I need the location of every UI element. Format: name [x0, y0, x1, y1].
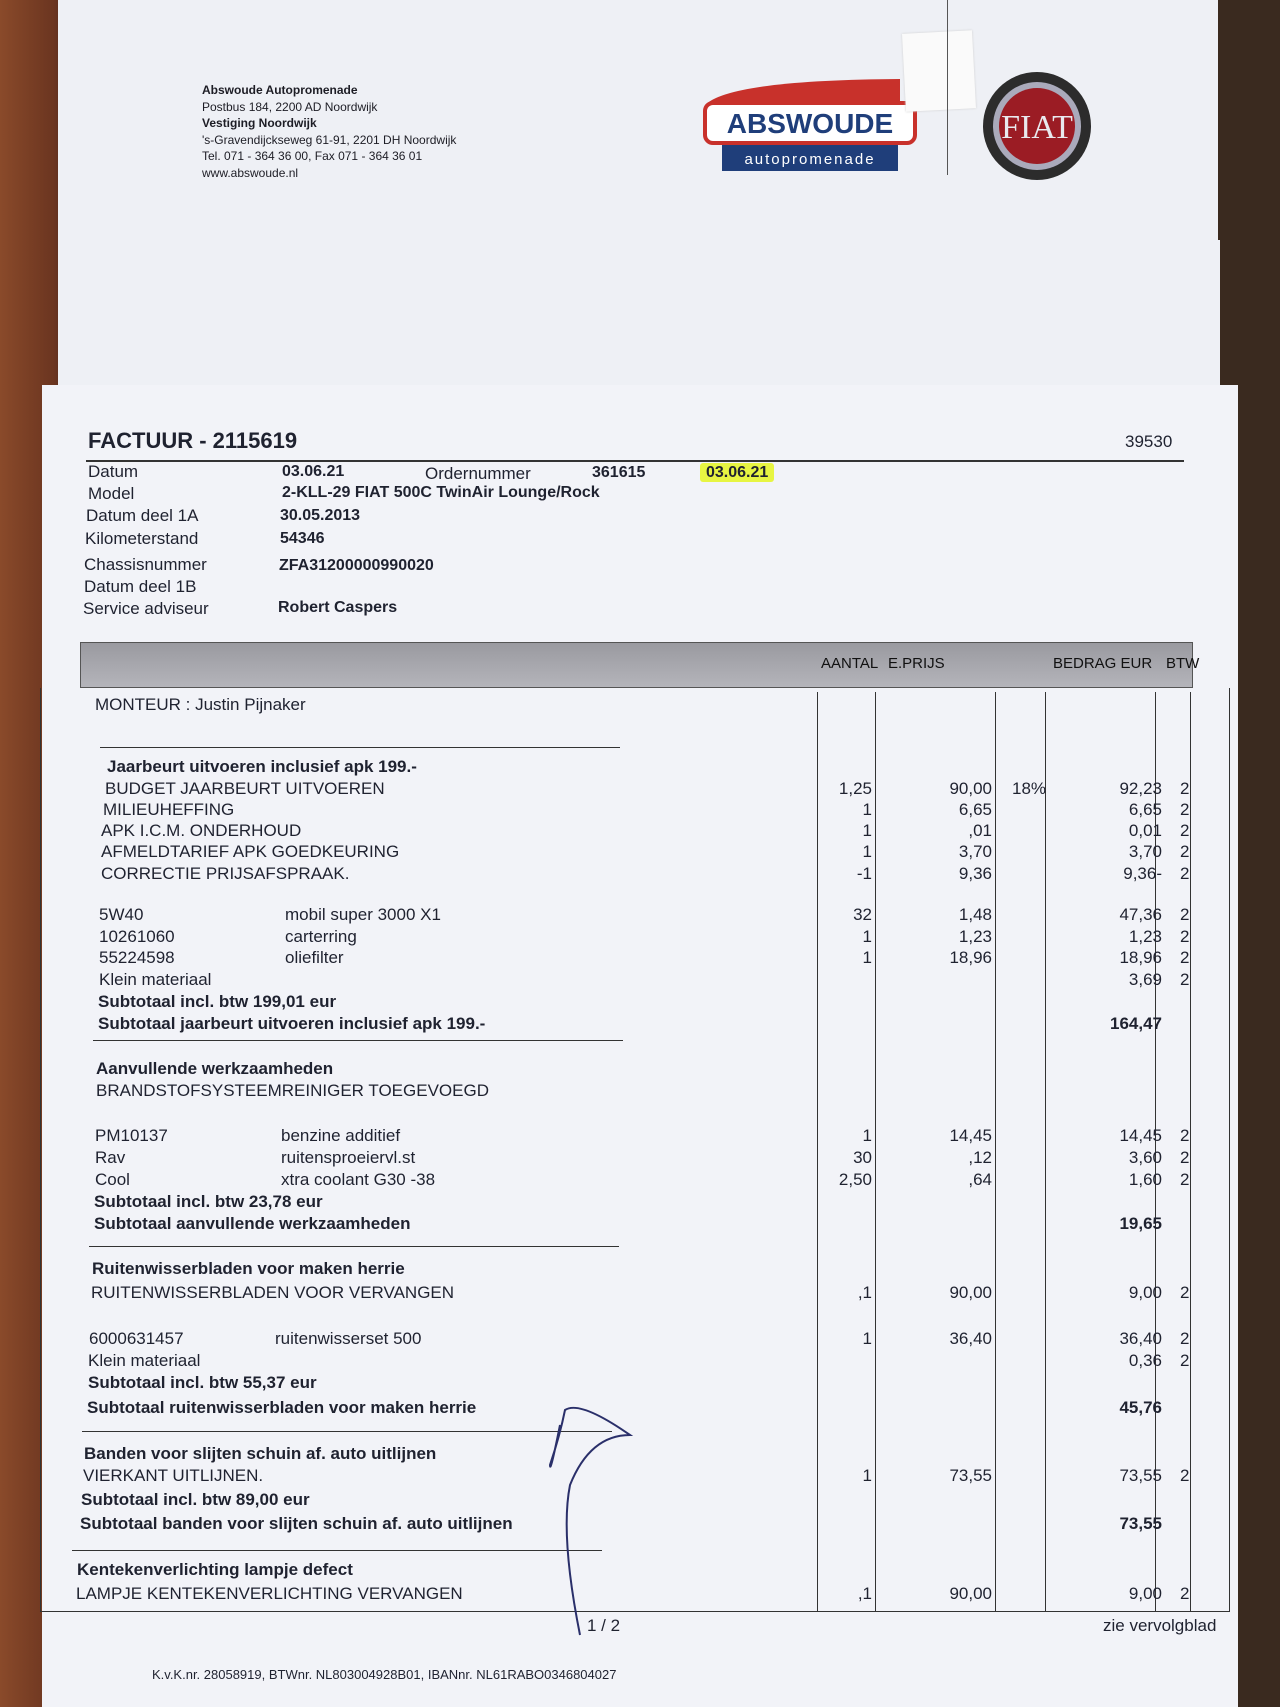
label-datum-deel-1b: Datum deel 1B [84, 577, 197, 596]
column-divider [1045, 692, 1046, 1612]
line-qty: 1 [862, 1466, 872, 1485]
value-model: 2-KLL-29 FIAT 500C TwinAir Lounge/Rock [282, 484, 600, 501]
web-line: www.abswoude.nl [202, 165, 299, 180]
section-heading: Ruitenwisserbladen voor maken herrie [92, 1259, 405, 1278]
label-ordernummer: Ordernummer [425, 464, 531, 483]
line-amount: 47,36 [1119, 905, 1162, 924]
line-unit-price: 18,96 [949, 948, 992, 967]
part-code: 10261060 [99, 927, 175, 946]
line-amount: 19,65 [1119, 1214, 1162, 1233]
line-amount: 0,36 [1128, 1351, 1162, 1370]
line-vat: 2 [1180, 1466, 1190, 1485]
line-qty: 2,50 [838, 1170, 872, 1189]
value-service-adviseur: Robert Caspers [278, 599, 398, 616]
page-number: 1 / 2 [587, 1616, 621, 1635]
column-divider [995, 692, 996, 1612]
line-vat: 2 [1180, 1584, 1190, 1603]
section-rule [100, 747, 620, 748]
line-amount: 6,65 [1128, 800, 1162, 819]
part-code: 6000631457 [89, 1329, 184, 1348]
letterhead-address [202, 82, 456, 181]
line-vat: 2 [1180, 948, 1190, 967]
line-qty: 1 [862, 1126, 872, 1145]
header-vat: BTW [1166, 655, 1200, 672]
line-vat: 2 [1180, 821, 1190, 840]
line-discount: 18% [1012, 779, 1047, 798]
section-rule [93, 1040, 623, 1041]
fiat-logo-text: FIAT [1001, 109, 1073, 146]
subtotal-line: Subtotaal ruitenwisserbladen voor maken herrie [87, 1398, 477, 1417]
line-qty: 30 [853, 1148, 872, 1167]
subtotal-line: Subtotaal aanvullende werkzaamheden [94, 1214, 411, 1233]
subtotal-line: Subtotaal incl. btw 89,00 eur [81, 1490, 310, 1509]
line-amount: 0,01 [1128, 821, 1162, 840]
line-vat: 2 [1180, 1126, 1190, 1145]
line-description: LAMPJE KENTEKENVERLICHTING VERVANGEN [76, 1584, 463, 1603]
part-description: benzine additief [281, 1126, 401, 1145]
header-qty: AANTAL [821, 655, 879, 672]
subtotal-line: Subtotaal incl. btw 199,01 eur [98, 992, 337, 1011]
document-number: 39530 [1125, 432, 1173, 451]
line-qty: ,1 [857, 1283, 872, 1302]
section-heading: Jaarbeurt uitvoeren inclusief apk 199.- [107, 757, 417, 776]
part-description: mobil super 3000 X1 [285, 905, 441, 924]
line-amount: 14,45 [1119, 1126, 1162, 1145]
abswoude-logo [700, 75, 920, 175]
line-qty: 1 [862, 821, 872, 840]
part-description: xtra coolant G30 -38 [281, 1170, 436, 1189]
line-amount: 1,60 [1128, 1170, 1162, 1189]
line-amount: 45,76 [1119, 1398, 1162, 1417]
line-description: MILIEUHEFFING [103, 800, 235, 819]
part-description: ruitenwisserset 500 [275, 1329, 422, 1348]
line-description: RUITENWISSERBLADEN VOOR VERVANGEN [91, 1283, 455, 1302]
line-qty: 32 [853, 905, 872, 924]
company-name: Abswoude Autopromenade [202, 83, 358, 97]
label-service-adviseur: Service adviseur [83, 599, 209, 618]
line-description: AFMELDTARIEF APK GOEDKEURING [101, 842, 400, 861]
line-description: Klein materiaal [99, 970, 212, 989]
abswoude-logo-subtext: autopromenade [744, 151, 876, 168]
phone-line: Tel. 071 - 364 36 00, Fax 071 - 364 36 01 [202, 149, 423, 163]
subtotal-line: Subtotaal banden voor slijten schuin af. auto uitlijnen [80, 1514, 513, 1533]
invoice-title: FACTUUR - 2115619 [88, 428, 298, 453]
table-header [80, 642, 1200, 688]
line-unit-price: ,12 [968, 1148, 992, 1167]
line-vat: 2 [1180, 842, 1190, 861]
line-qty: 1,25 [838, 779, 872, 798]
value-datum: 03.06.21 [282, 463, 345, 480]
section-heading: Banden voor slijten schuin af. auto uitlijnen [84, 1444, 437, 1463]
line-vat: 2 [1180, 927, 1190, 946]
line-vat: 2 [1180, 1170, 1190, 1189]
fiat-logo [978, 70, 1096, 182]
line-qty: -1 [856, 864, 872, 883]
abswoude-logo-text: ABSWOUDE [726, 108, 894, 139]
line-amount: 73,55 [1119, 1466, 1162, 1485]
line-vat: 2 [1180, 800, 1190, 819]
line-vat: 2 [1180, 779, 1190, 798]
line-description: CORRECTIE PRIJSAFSPRAAK. [101, 864, 350, 883]
line-amount: 18,96 [1119, 948, 1162, 967]
label-model: Model [88, 484, 135, 503]
line-vat: 2 [1180, 1351, 1190, 1370]
header-amount: BEDRAG EUR [1053, 655, 1153, 672]
line-qty: 1 [862, 842, 872, 861]
line-amount: 73,55 [1119, 1514, 1162, 1533]
line-unit-price: ,01 [968, 821, 992, 840]
label-chassisnummer: Chassisnummer [84, 555, 207, 574]
line-vat: 2 [1180, 1283, 1190, 1302]
subtotal-line: Subtotaal incl. btw 55,37 eur [88, 1373, 317, 1392]
column-divider [817, 692, 818, 1612]
line-description: BRANDSTOFSYSTEEMREINIGER TOEGEVOEGD [96, 1081, 489, 1100]
value-ordernummer: 361615 [592, 464, 646, 481]
tape-strip [902, 30, 976, 112]
line-qty: 1 [862, 948, 872, 967]
label-kilometerstand: Kilometerstand [85, 529, 199, 548]
line-qty: 1 [862, 800, 872, 819]
postbus-line: Postbus 184, 2200 AD Noordwijk [202, 99, 378, 114]
letterhead-divider [947, 0, 948, 175]
column-divider [1190, 692, 1191, 1612]
line-unit-price: 9,36 [958, 864, 992, 883]
line-amount: 92,23 [1119, 779, 1162, 798]
line-description: VIERKANT UITLIJNEN. [83, 1466, 264, 1485]
line-unit-price: 90,00 [949, 779, 992, 798]
line-amount: 9,36- [1123, 864, 1162, 883]
line-description: BUDGET JAARBEURT UITVOEREN [105, 779, 385, 798]
label-datum-deel-1a: Datum deel 1A [86, 506, 199, 525]
column-divider [875, 692, 876, 1612]
line-amount: 3,69 [1128, 970, 1162, 989]
line-qty: 1 [862, 927, 872, 946]
section-heading: Kentekenverlichting lampje defect [77, 1560, 353, 1579]
line-amount: 164,47 [1110, 1014, 1162, 1033]
line-amount: 3,70 [1128, 842, 1162, 861]
monteur-line: MONTEUR : Justin Pijnaker [95, 695, 306, 714]
highlighted-order-date [700, 464, 774, 482]
part-code: Cool [95, 1170, 130, 1189]
line-vat: 2 [1180, 1329, 1190, 1348]
line-vat: 2 [1180, 1148, 1190, 1167]
line-amount: 9,00 [1128, 1283, 1162, 1302]
continued-note: zie vervolgblad [1103, 1616, 1217, 1635]
part-description: ruitensproeiervl.st [281, 1148, 416, 1167]
line-unit-price: 6,65 [958, 800, 992, 819]
section-heading: Aanvullende werkzaamheden [96, 1059, 334, 1078]
line-unit-price: 36,40 [949, 1329, 992, 1348]
section-rule [89, 1246, 619, 1247]
line-amount: 1,23 [1128, 927, 1162, 946]
cover-letter-sheet-lower [460, 240, 1220, 400]
line-description: Klein materiaal [88, 1351, 201, 1370]
title-rule [86, 460, 1184, 462]
header-price: E.PRIJS [888, 655, 945, 672]
part-code: 5W40 [99, 905, 144, 924]
handwritten-signature [520, 1395, 640, 1645]
value-datum-deel-1a: 30.05.2013 [280, 507, 361, 524]
line-unit-price: 90,00 [949, 1283, 992, 1302]
line-unit-price: 1,23 [958, 927, 992, 946]
value-chassisnummer: ZFA31200000990020 [279, 557, 434, 574]
line-unit-price: 90,00 [949, 1584, 992, 1603]
registry-line: K.v.K.nr. 28058919, BTWnr. NL803004928B01, IBANnr. NL61RABO0346804027 [152, 1667, 617, 1682]
line-amount: 9,00 [1128, 1584, 1162, 1603]
part-description: carterring [285, 927, 357, 946]
line-qty: 1 [862, 1329, 872, 1348]
line-unit-price: 73,55 [949, 1466, 992, 1485]
subtotal-line: Subtotaal jaarbeurt uitvoeren inclusief apk 199.- [98, 1014, 486, 1033]
part-code: 55224598 [99, 948, 175, 967]
line-unit-price: 3,70 [958, 842, 992, 861]
line-vat: 2 [1180, 970, 1190, 989]
part-code: Rav [95, 1148, 126, 1167]
branch-line: Vestiging Noordwijk [202, 116, 317, 130]
label-datum: Datum [88, 462, 139, 481]
part-code: PM10137 [95, 1126, 168, 1145]
line-qty: ,1 [857, 1584, 872, 1603]
line-vat: 2 [1180, 864, 1190, 883]
line-unit-price: 14,45 [949, 1126, 992, 1145]
street-line: 's-Gravendijckseweg 61-91, 2201 DH Noordwijk [202, 132, 457, 147]
line-amount: 36,40 [1119, 1329, 1162, 1348]
line-description: APK I.C.M. ONDERHOUD [101, 821, 302, 840]
subtotal-line: Subtotaal incl. btw 23,78 eur [94, 1192, 323, 1211]
value-kilometerstand: 54346 [280, 530, 325, 547]
line-unit-price: ,64 [968, 1170, 992, 1189]
order-date-highlight: 03.06.21 [700, 463, 774, 482]
line-vat: 2 [1180, 905, 1190, 924]
line-unit-price: 1,48 [958, 905, 992, 924]
line-amount: 3,60 [1128, 1148, 1162, 1167]
part-description: oliefilter [285, 948, 344, 967]
